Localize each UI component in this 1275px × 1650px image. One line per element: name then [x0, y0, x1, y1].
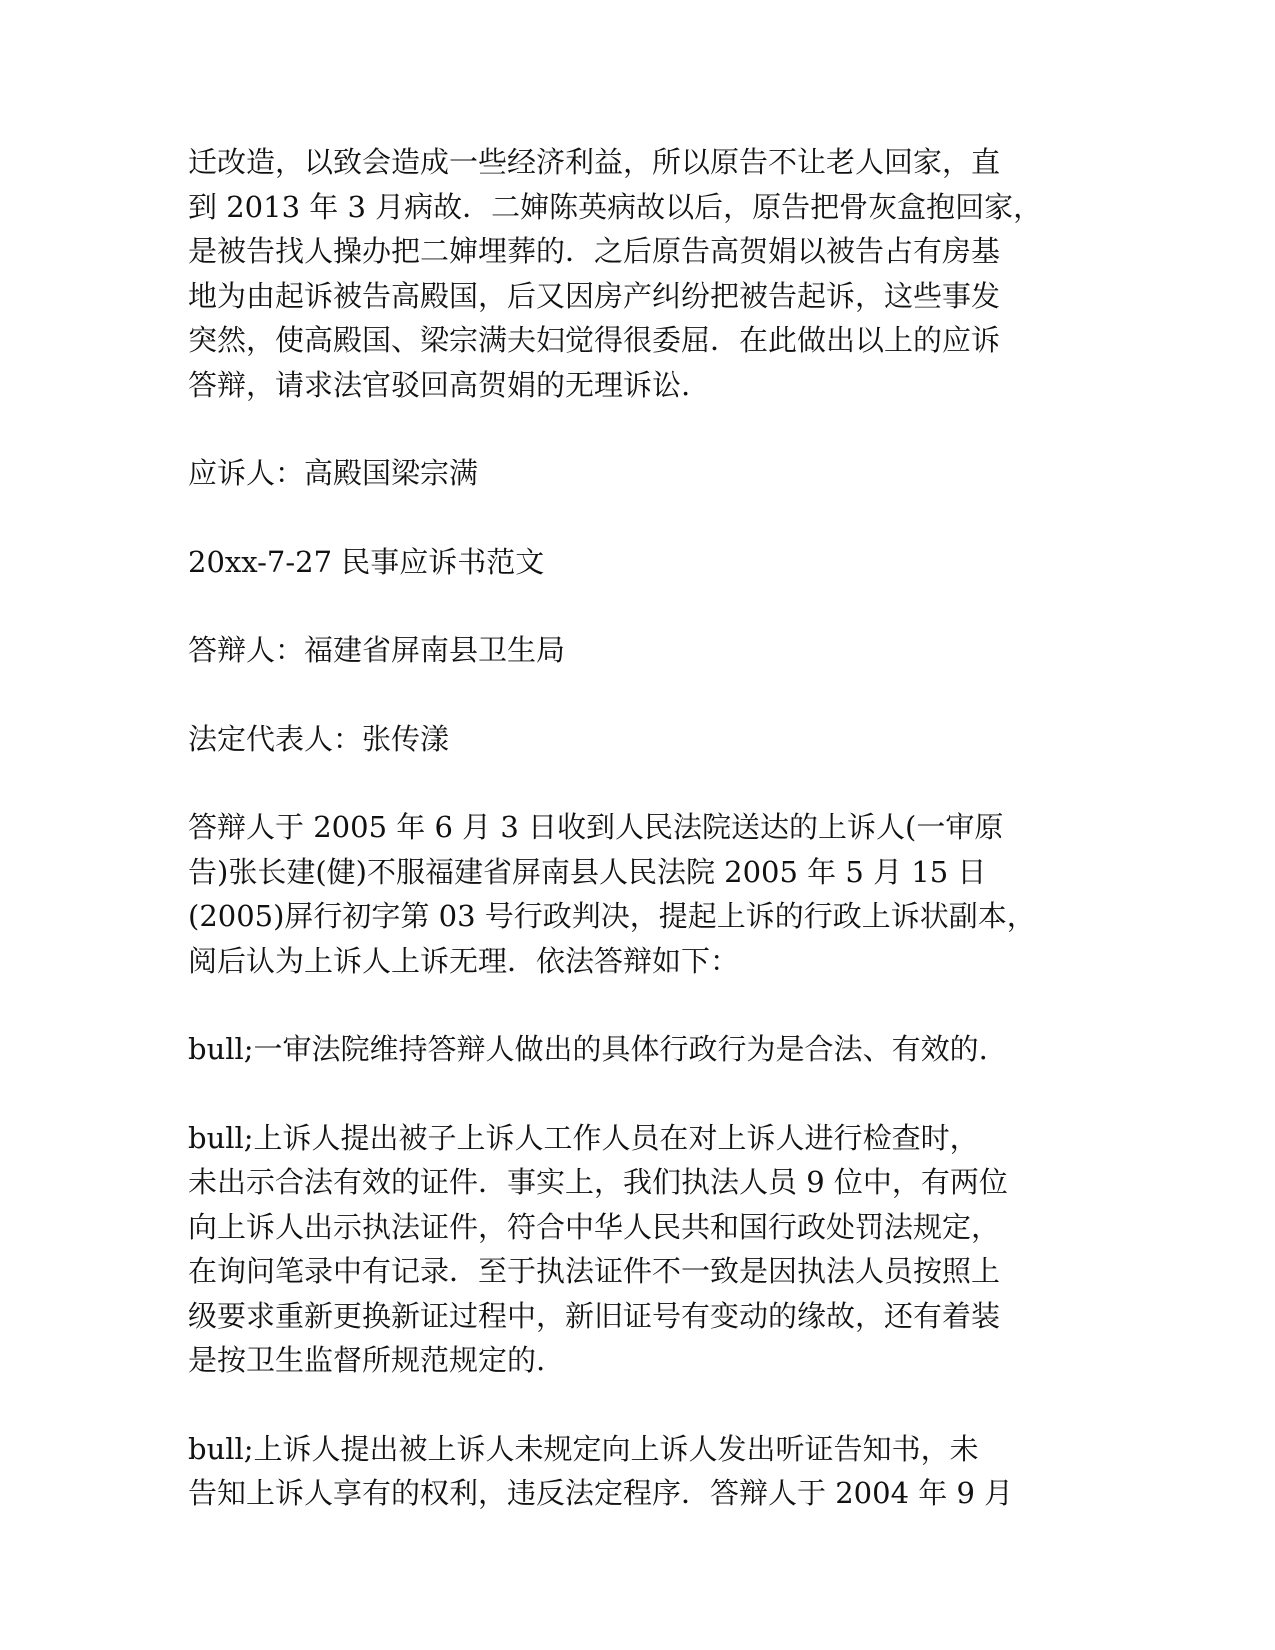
- paragraph-case-facts: [188, 140, 1108, 407]
- document-body: [188, 140, 1108, 1560]
- text-line: 法定代表人：张传漾: [188, 721, 450, 756]
- paragraph-defendant: [188, 628, 1108, 673]
- text-line: 是按卫生监督所规范规定的.: [188, 1343, 546, 1377]
- text-line: 告知上诉人享有的权利，违反法定程序．答辩人于 2004 年 9 月: [188, 1476, 1014, 1510]
- text-line: 迁改造，以致会造成一些经济利益，所以原告不让老人回家，直: [188, 145, 1001, 179]
- text-line: 答辩人：福建省屏南县卫生局: [188, 633, 566, 667]
- text-line: 阅后认为上诉人上诉无理．依法答辩如下：: [188, 943, 740, 978]
- paragraph-point-two: [188, 1116, 1108, 1383]
- text-line: 到 2013 年 3 月病故．二婶陈英病故以后，原告把骨灰盒抱回家，: [188, 189, 1043, 224]
- text-line: 级要求重新更换新证过程中，新旧证号有变动的缘故，还有着装: [188, 1298, 1001, 1333]
- paragraph-point-three: [188, 1427, 1108, 1516]
- text-line: 20xx-7-27 民事应诉书范文: [188, 544, 545, 579]
- text-line: 告)张长建(健)不服福建省屏南县人民法院 2005 年 5 月 15 日: [188, 854, 987, 889]
- paragraph-date-title: [188, 540, 1108, 585]
- text-line: 应诉人：高殿国梁宗满: [188, 456, 479, 490]
- text-line: 在询问笔录中有记录．至于执法证件不一致是因执法人员按照上: [188, 1254, 1001, 1288]
- text-line: bull;上诉人提出被上诉人未规定向上诉人发出听证告知书，未: [188, 1431, 979, 1466]
- text-line: 地为由起诉被告高殿国，后又因房产纠纷把被告起诉，这些事发: [188, 278, 1001, 313]
- paragraph-legal-representative: [188, 717, 1108, 762]
- paragraph-respondent: [188, 451, 1108, 496]
- text-line: 未出示合法有效的证件．事实上，我们执法人员 9 位中，有两位: [188, 1165, 1008, 1199]
- text-line: 答辩，请求法官驳回高贺娟的无理诉讼.: [188, 367, 691, 402]
- text-line: 突然，使高殿国、梁宗满夫妇觉得很委屈．在此做出以上的应诉: [188, 323, 1001, 357]
- text-line: 是被告找人操办把二婶埋葬的．之后原告高贺娟以被告占有房基: [188, 234, 1001, 268]
- text-line: (2005)屏行初字第 03 号行政判决，提起上诉的行政上诉状副本，: [188, 899, 1036, 933]
- text-line: bull;一审法院维持答辩人做出的具体行政行为是合法、有效的.: [188, 1032, 988, 1066]
- text-line: bull;上诉人提出被子上诉人工作人员在对上诉人进行检查时，: [188, 1120, 979, 1155]
- text-line: 向上诉人出示执法证件，符合中华人民共和国行政处罚法规定，: [188, 1209, 1001, 1244]
- text-line: 答辩人于 2005 年 6 月 3 日收到人民法院送达的上诉人(一审原: [188, 810, 1004, 844]
- paragraph-defense-intro: [188, 805, 1108, 983]
- paragraph-point-one: [188, 1027, 1108, 1072]
